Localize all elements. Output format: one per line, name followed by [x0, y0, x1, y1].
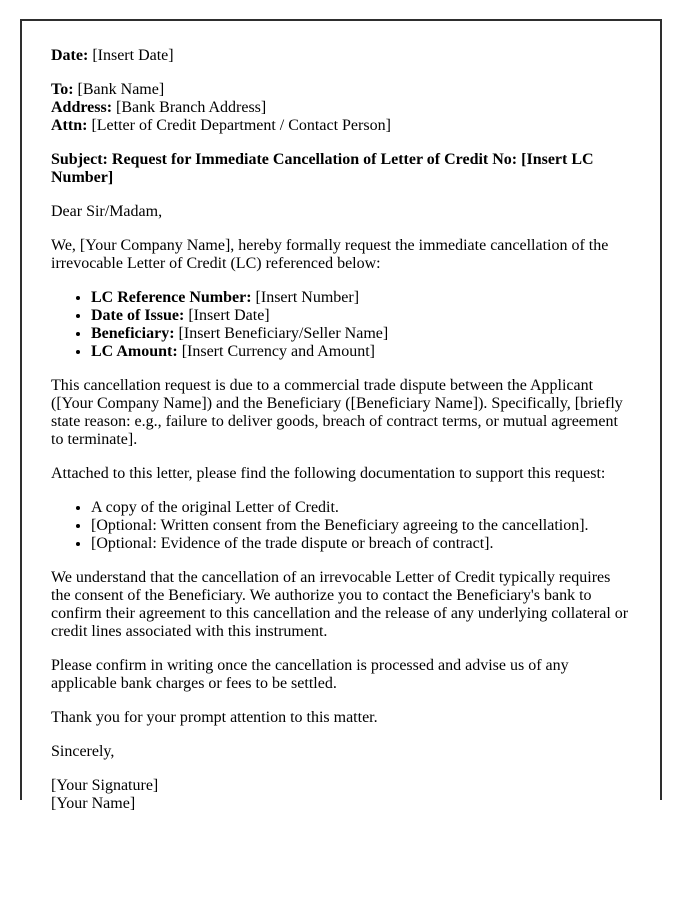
salutation: Dear Sir/Madam,	[51, 203, 163, 220]
signature-placeholder: [Your Signature]	[51, 777, 159, 794]
attachment-item: • A copy of the original Letter of Credit.	[91, 499, 631, 517]
lc-detail-label: Beneficiary:	[91, 325, 175, 342]
consent-paragraph: We understand that the cancellation of an irrevocable Letter of Credit typically requires the consent of the Beneficiary. We authorize you to contact the Beneficiary's bank to confirm their agreement to this cancellation and the release of any underlying collateral or credit lines associated with this instrument.	[51, 569, 629, 640]
intro-paragraph: We, [Your Company Name], hereby formally request the immediate cancellation of the irrevocable Letter of Credit (LC) referenced below:	[51, 237, 609, 272]
to-value: [Bank Name]	[77, 81, 165, 98]
address-value: [Bank Branch Address]	[116, 99, 267, 116]
to-label: To:	[51, 81, 74, 98]
date-line	[51, 47, 631, 65]
attachments-intro: Attached to this letter, please find the following documentation to support this request:	[51, 465, 606, 482]
lc-detail-label: LC Amount:	[91, 343, 178, 360]
reason-paragraph: This cancellation request is due to a commercial trade dispute between the Applicant ([Your Company Name]) and the Beneficiary ([Beneficiary Name]). Specifically, [briefly state reason: e.g., failure to deliver goods, breach of contract terms, or mutual agreement to terminate].	[51, 377, 623, 448]
attachment-item: • [Optional: Evidence of the trade dispute or breach of contract].	[91, 535, 631, 553]
name-placeholder: [Your Name]	[51, 795, 136, 812]
lc-detail-value: [Insert Beneficiary/Seller Name]	[178, 325, 389, 342]
subject-line: Subject: Request for Immediate Cancellation of Letter of Credit No: [Insert LC Number]	[51, 151, 594, 186]
address-label: Address:	[51, 99, 113, 116]
attachment-item: • [Optional: Written consent from the Beneficiary agreeing to the cancellation].	[91, 517, 631, 535]
lc-detail-label: Date of Issue:	[91, 307, 185, 324]
attn-value: [Letter of Credit Department / Contact Person]	[91, 117, 391, 134]
closing: Sincerely,	[51, 743, 115, 760]
lc-detail-item	[91, 325, 631, 343]
signature-block	[51, 777, 631, 813]
lc-detail-value: [Insert Currency and Amount]	[181, 343, 375, 360]
recipient-block	[51, 81, 631, 135]
attachments-list	[51, 499, 631, 553]
letter-document	[20, 19, 662, 812]
lc-detail-value: [Insert Date]	[188, 307, 270, 324]
lc-details-list	[51, 289, 631, 361]
lc-detail-item	[91, 307, 631, 325]
confirmation-paragraph: Please confirm in writing once the cancellation is processed and advise us of any applicable bank charges or fees to be settled.	[51, 657, 569, 692]
date-value: [Insert Date]	[92, 47, 174, 64]
lc-detail-item	[91, 343, 631, 361]
attn-label: Attn:	[51, 117, 88, 134]
lc-detail-label: LC Reference Number:	[91, 289, 252, 306]
lc-detail-item	[91, 289, 631, 307]
thanks-paragraph: Thank you for your prompt attention to this matter.	[51, 709, 378, 726]
date-label: Date:	[51, 47, 89, 64]
lc-detail-value: [Insert Number]	[255, 289, 360, 306]
